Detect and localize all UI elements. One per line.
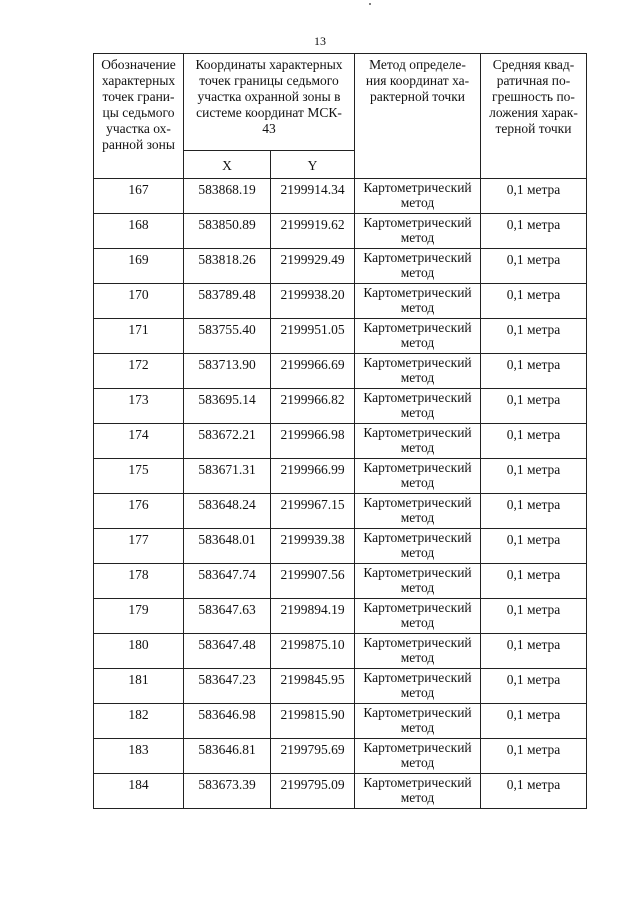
header-y: Y [271,151,355,179]
method-line-1: Картометрический [363,215,472,230]
determination-method [355,319,481,354]
point-number: 178 [94,564,184,599]
header-method [355,54,481,179]
mean-square-error: 0,1 метра [481,284,587,319]
method-line-2: метод [400,720,435,735]
table-row [94,774,587,809]
point-number: 167 [94,179,184,214]
method-line-1: Картометрический [363,320,472,335]
method-line-2: метод [400,790,435,805]
method-line-1: Картометрический [363,740,472,755]
method-line-2: метод [400,195,435,210]
y-coordinate: 2199815.90 [271,704,355,739]
method-line-2: метод [400,370,435,385]
y-coordinate: 2199875.10 [271,634,355,669]
point-number: 168 [94,214,184,249]
header-line: ратичная по- [496,73,571,88]
determination-method [355,564,481,599]
mean-square-error: 0,1 метра [481,494,587,529]
header-line: характерных [101,73,176,88]
mean-square-error: 0,1 метра [481,669,587,704]
y-coordinate: 2199967.15 [271,494,355,529]
method-line-1: Картометрический [363,285,472,300]
point-number: 176 [94,494,184,529]
point-number: 174 [94,424,184,459]
y-coordinate: 2199907.56 [271,564,355,599]
x-coordinate: 583850.89 [184,214,271,249]
point-number: 173 [94,389,184,424]
x-coordinate: 583647.63 [184,599,271,634]
point-number: 177 [94,529,184,564]
x-coordinate: 583648.24 [184,494,271,529]
method-line-1: Картометрический [363,530,472,545]
table-row [94,389,587,424]
method-line-1: Картометрический [363,565,472,580]
determination-method [355,424,481,459]
point-number: 182 [94,704,184,739]
mean-square-error: 0,1 метра [481,214,587,249]
y-coordinate: 2199894.19 [271,599,355,634]
method-line-2: метод [400,335,435,350]
method-line-2: метод [400,475,435,490]
table-row [94,599,587,634]
mean-square-error: 0,1 метра [481,634,587,669]
determination-method [355,284,481,319]
x-coordinate: 583755.40 [184,319,271,354]
determination-method [355,214,481,249]
header-line: терной точки [495,121,572,136]
header-line: участка ох- [106,121,171,136]
header-line: цы седьмого [102,105,175,120]
x-coordinate: 583646.81 [184,739,271,774]
table-row [94,704,587,739]
determination-method [355,389,481,424]
table-row [94,634,587,669]
header-line: рактерной точки [369,89,466,104]
determination-method [355,494,481,529]
y-coordinate: 2199914.34 [271,179,355,214]
determination-method [355,634,481,669]
point-number: 179 [94,599,184,634]
y-coordinate: 2199919.62 [271,214,355,249]
x-coordinate: 583647.74 [184,564,271,599]
y-coordinate: 2199966.69 [271,354,355,389]
method-line-2: метод [400,230,435,245]
mean-square-error: 0,1 метра [481,354,587,389]
method-line-2: метод [400,265,435,280]
method-line-1: Картометрический [363,635,472,650]
header-line: системе координат МСК- [196,105,342,120]
x-coordinate: 583671.31 [184,459,271,494]
x-coordinate: 583673.39 [184,774,271,809]
scan-speck [369,3,371,5]
mean-square-error: 0,1 метра [481,459,587,494]
y-coordinate: 2199939.38 [271,529,355,564]
y-coordinate: 2199966.82 [271,389,355,424]
point-number: 170 [94,284,184,319]
mean-square-error: 0,1 метра [481,774,587,809]
header-line: Обозначение [101,57,176,72]
method-line-1: Картометрический [363,180,472,195]
x-coordinate: 583868.19 [184,179,271,214]
mean-square-error: 0,1 метра [481,529,587,564]
method-line-2: метод [400,300,435,315]
mean-square-error: 0,1 метра [481,249,587,284]
x-coordinate: 583646.98 [184,704,271,739]
method-line-1: Картометрический [363,600,472,615]
x-coordinate: 583648.01 [184,529,271,564]
method-line-2: метод [400,405,435,420]
method-line-1: Картометрический [363,390,472,405]
x-coordinate: 583672.21 [184,424,271,459]
mean-square-error: 0,1 метра [481,599,587,634]
header-line: точек границы седьмого [199,73,339,88]
y-coordinate: 2199938.20 [271,284,355,319]
header-line: ранной зоны [102,137,175,152]
mean-square-error: 0,1 метра [481,319,587,354]
method-line-2: метод [400,545,435,560]
method-line-1: Картометрический [363,670,472,685]
header-line: точек грани- [102,89,175,104]
header-line: участка охранной зоны в [197,89,341,104]
coordinates-table [93,53,587,809]
header-x: X [184,151,271,179]
point-number: 180 [94,634,184,669]
header-line: Средняя квад- [492,57,575,72]
point-number: 169 [94,249,184,284]
y-coordinate: 2199966.98 [271,424,355,459]
table-row [94,459,587,494]
table-row [94,669,587,704]
determination-method [355,459,481,494]
determination-method [355,739,481,774]
y-coordinate: 2199795.09 [271,774,355,809]
point-number: 184 [94,774,184,809]
table-row [94,739,587,774]
header-point-designation [94,54,184,179]
method-line-1: Картометрический [363,495,472,510]
determination-method [355,249,481,284]
method-line-2: метод [400,685,435,700]
mean-square-error: 0,1 метра [481,424,587,459]
page-number: 13 [314,34,326,48]
x-coordinate: 583647.48 [184,634,271,669]
header-line: 43 [262,121,276,136]
table-row [94,424,587,459]
y-coordinate: 2199966.99 [271,459,355,494]
point-number: 175 [94,459,184,494]
header-line: ложения харак- [489,105,578,120]
y-coordinate: 2199951.05 [271,319,355,354]
table-row [94,494,587,529]
header-line: ния координат ха- [365,73,470,88]
table-body [94,179,587,809]
method-line-2: метод [400,650,435,665]
table-row [94,529,587,564]
header-coordinates [184,54,355,151]
method-line-1: Картометрический [363,775,472,790]
header-line: грешность по- [492,89,575,104]
method-line-1: Картометрический [363,705,472,720]
x-coordinate: 583713.90 [184,354,271,389]
table-row [94,179,587,214]
determination-method [355,599,481,634]
method-line-2: метод [400,510,435,525]
mean-square-error: 0,1 метра [481,704,587,739]
method-line-1: Картометрический [363,460,472,475]
determination-method [355,774,481,809]
x-coordinate: 583789.48 [184,284,271,319]
method-line-1: Картометрический [363,250,472,265]
table-row [94,564,587,599]
header-line: Метод определе- [369,57,466,72]
table-header-row [94,54,587,151]
table-row [94,249,587,284]
table-row [94,354,587,389]
mean-square-error: 0,1 метра [481,564,587,599]
point-number: 172 [94,354,184,389]
x-coordinate: 583647.23 [184,669,271,704]
y-coordinate: 2199795.69 [271,739,355,774]
mean-square-error: 0,1 метра [481,739,587,774]
mean-square-error: 0,1 метра [481,389,587,424]
table-row [94,319,587,354]
header-line: Координаты характерных [195,57,343,72]
determination-method [355,354,481,389]
y-coordinate: 2199845.95 [271,669,355,704]
method-line-2: метод [400,615,435,630]
determination-method [355,529,481,564]
table-row [94,284,587,319]
determination-method [355,179,481,214]
method-line-2: метод [400,755,435,770]
mean-square-error: 0,1 метра [481,179,587,214]
method-line-1: Картометрический [363,425,472,440]
y-coordinate: 2199929.49 [271,249,355,284]
x-coordinate: 583818.26 [184,249,271,284]
coordinates-table-wrapper [93,53,586,809]
method-line-1: Картометрический [363,355,472,370]
table-row [94,214,587,249]
point-number: 181 [94,669,184,704]
determination-method [355,704,481,739]
header-mean-square-error [481,54,587,179]
method-line-2: метод [400,440,435,455]
point-number: 183 [94,739,184,774]
method-line-2: метод [400,580,435,595]
determination-method [355,669,481,704]
point-number: 171 [94,319,184,354]
x-coordinate: 583695.14 [184,389,271,424]
